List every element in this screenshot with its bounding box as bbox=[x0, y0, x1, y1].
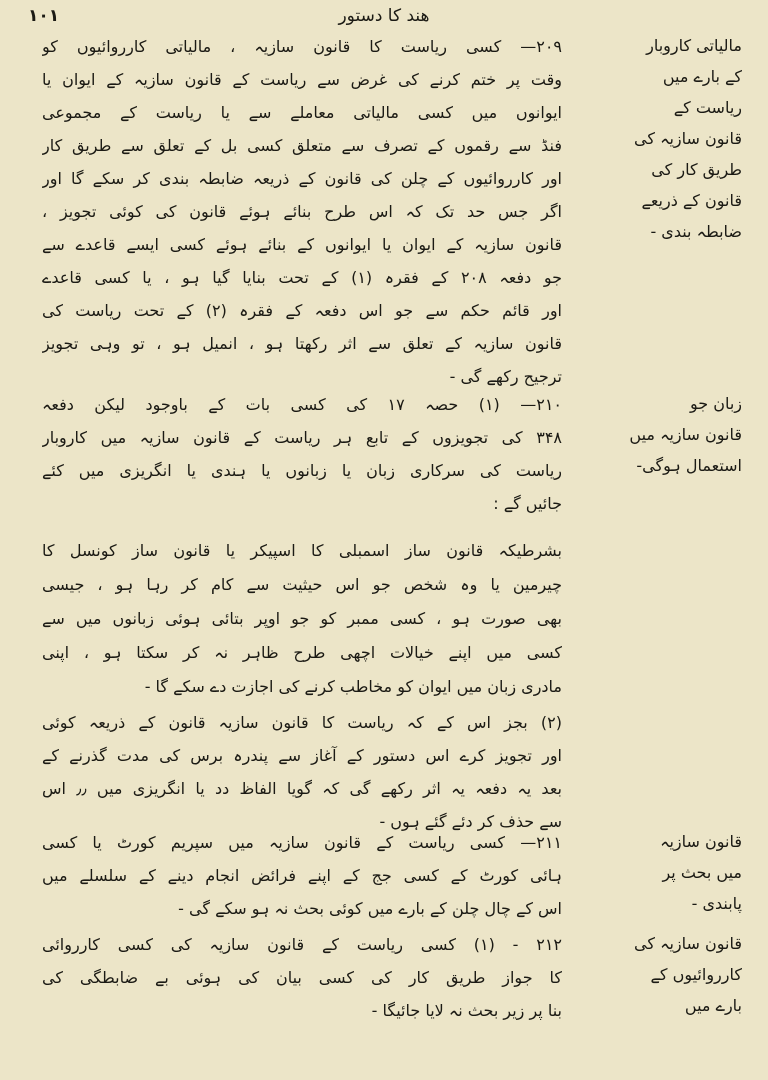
body-text-line: کا جواز طریق کار کی کسی بیان کی ہوئی بے ضابطگی کی bbox=[42, 968, 562, 987]
body-text-line: بنا پر زیر بحث نہ لایا جائیگا - bbox=[371, 1001, 562, 1020]
margin-note-212 bbox=[582, 928, 742, 1021]
margin-note-line: قانون سازیہ میں bbox=[629, 425, 742, 444]
body-text-line: قانون سازیہ کے ایوان یا ایوانوں کے بنائے ہوئے کسی ایسے قاعدے سے bbox=[42, 235, 562, 254]
body-text-line: جائیں گے : bbox=[493, 494, 562, 513]
body-text-line: اور کارروائیوں کے چلن کی قانون کے ذریعہ ضابطہ بندی کر سکے گا اور bbox=[42, 169, 562, 188]
body-text-line: ترجیح رکھے گی - bbox=[449, 367, 562, 386]
body-text-line: ۲۱۰— (۱) حصہ ۱۷ کی کسی بات کے باوجود لیکن دفعہ bbox=[42, 395, 562, 414]
body-text-line: اور قائم حکم سے جو اس دفعہ کے فقرہ (۲) کے تحت ریاست کی bbox=[42, 301, 562, 320]
body-text-line: فنڈ سے رقموں کے تصرف سے متعلق کسی بل کے تعلق سے طریق کار bbox=[42, 136, 562, 155]
body-text-line: ۳۴۸ کی تجویزوں کے تابع ہر ریاست کے قانون سازیہ میں کاروبار bbox=[42, 428, 562, 447]
body-text-line: بعد یہ دفعہ یہ اثر رکھے گی کہ گویا الفاظ دد یا انگریزی میں ٫٫ اس bbox=[42, 779, 562, 798]
body-text-line: قانون سازیہ کے تعلق سے اثر رکھتا ہو ، انمیل ہو ، تو وہی تجویز bbox=[42, 334, 562, 353]
margin-note-line: ضابطہ بندی - bbox=[650, 222, 742, 241]
margin-note-line: پابندی - bbox=[691, 894, 742, 913]
running-title: ھند کا دستور bbox=[338, 6, 430, 26]
body-text-line: جو دفعہ ۲۰۸ کے فقرہ (۱) کے تحت بنایا گیا ہو ، یا کسی قاعدے bbox=[42, 268, 562, 287]
body-text-line: بھی صورت ہو ، کسی ممبر کو جو اوپر بتائی ہوئی زبانوں میں سے bbox=[42, 609, 562, 628]
section-212-text bbox=[42, 928, 562, 1027]
margin-note-211 bbox=[582, 826, 742, 919]
body-text-line: اگر جس حد تک کہ اس طرح بنائے ہوئے قانون کی کوئی تجویز ، bbox=[42, 202, 562, 221]
margin-note-line: کارروائیوں کے bbox=[650, 965, 742, 984]
body-text-line: (۲) بجز اس کے کہ ریاست کا قانون سازیہ قانون کے ذریعہ کوئی bbox=[42, 713, 562, 732]
margin-note-line: قانون سازیہ کی bbox=[634, 934, 742, 953]
margin-note-line: زبان جو bbox=[689, 394, 742, 413]
body-text-line: سے حذف کر دئے گئے ہوں - bbox=[379, 812, 562, 831]
section-210-2-text bbox=[42, 706, 562, 838]
margin-note-209 bbox=[582, 30, 742, 247]
section-210-proviso-text bbox=[42, 534, 562, 704]
body-text-line: وقت پر ختم کرنے کی غرض سے ریاست کے قانون سازیہ کے ایوان یا bbox=[42, 70, 562, 89]
page-number: ۱۰۱ bbox=[28, 6, 60, 26]
body-text-line: ایوانوں میں کسی مالیاتی معاملے سے یا ریاست کے مجموعی bbox=[42, 103, 562, 122]
margin-note-line: قانون کے ذریعے bbox=[641, 191, 742, 210]
margin-note-line: بارے میں bbox=[684, 996, 742, 1015]
section-211-text bbox=[42, 826, 562, 925]
margin-note-line: کے بارے میں bbox=[662, 67, 742, 86]
body-text-line: ہائی کورٹ کے کسی جج کے اپنے فرائض انجام دینے کے سلسلے میں bbox=[42, 866, 562, 885]
body-text-line: ۲۱۱— کسی ریاست کے قانون سازیہ میں سپریم کورٹ یا کسی bbox=[42, 833, 562, 852]
margin-note-line: قانون سازیہ bbox=[660, 832, 742, 851]
body-text-line: ۲۱۲ - (۱) کسی ریاست کے قانون سازیہ کی کسی کارروائی bbox=[42, 935, 562, 954]
margin-note-line: طریق کار کی bbox=[651, 160, 742, 179]
margin-note-line: ریاست کے bbox=[673, 98, 742, 117]
margin-note-line: مالیاتی کاروبار bbox=[646, 36, 742, 55]
body-text-line: ۲۰۹— کسی ریاست کا قانون سازیہ ، مالیاتی کارروائیوں کو bbox=[42, 37, 562, 56]
body-text-line: مادری زبان میں ایوان کو مخاطب کرنے کی اجازت دے سکے گا - bbox=[144, 677, 562, 696]
section-209-text bbox=[42, 30, 562, 393]
body-text-line: اور تجویز کرے اس دستور کے آغاز سے پندرہ برس کی مدت گذرنے کے bbox=[42, 746, 562, 765]
body-text-line: چیرمین یا وہ شخص جو اس حیثیت سے کام کر رہا ہو ، جیسی bbox=[42, 575, 562, 594]
margin-note-line: قانون سازیہ کی bbox=[634, 129, 742, 148]
section-210-text bbox=[42, 388, 562, 520]
body-text-line: بشرطیکہ قانون ساز اسمبلی کا اسپیکر یا قانون ساز کونسل کا bbox=[42, 541, 562, 560]
body-text-line: ریاست کی سرکاری زبان یا زبانوں یا ہندی یا انگریزی میں کئے bbox=[42, 461, 562, 480]
margin-note-210 bbox=[582, 388, 742, 481]
body-text-line: کسی میں اپنے خیالات اچھی طرح ظاہر نہ کر سکتا ہو ، اپنی bbox=[42, 643, 562, 662]
margin-note-line: استعمال ہوگی- bbox=[636, 456, 742, 475]
body-text-line: اس کے چال چلن کے بارے میں کوئی بحث نہ ہو سکے گی - bbox=[178, 899, 562, 918]
margin-note-line: میں بحث پر bbox=[662, 863, 742, 882]
